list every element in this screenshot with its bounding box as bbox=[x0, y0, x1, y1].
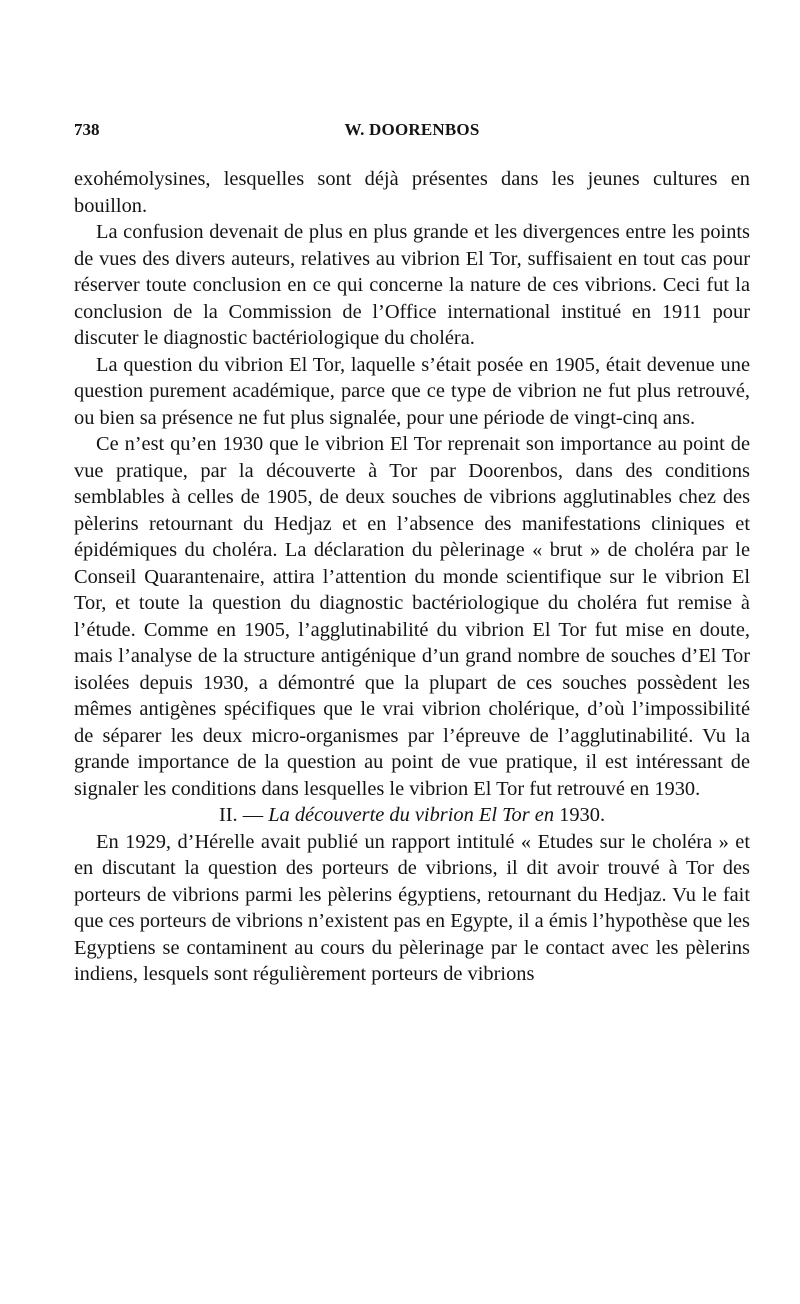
running-title: W. DOORENBOS bbox=[344, 120, 480, 139]
paragraph: Ce n’est qu’en 1930 que le vibrion El Tor reprenait son importance au point de vue pratique, par la découverte à Tor par Doorenbos, dans des conditions semblables à celles de 1905, de deux souches de vibrions agglutinables chez des pèlerins retournant du Hedjaz et en l’absence des manifestations cliniques et épidémiques du choléra. La déclaration du pèlerinage « brut » de choléra par le Conseil Quarantenaire, attira l’attention du monde scientifique sur le vibrion El Tor, et toute la question du diagnostic bactériologique du choléra fut remise à l’étude. Comme en 1905, l’agglutinabilité du vibrion El Tor fut mise en doute, mais l’analyse de la structure antigénique d’un grand nombre de souches d’El Tor isolées depuis 1930, a démontré que la plupart de ces souches possèdent les mêmes antigènes spécifiques que le vrai vibrion cholérique, d’où l’impossibilité de séparer les deux micro-organismes par l’épreuve de l’agglutinabilité. Vu la grande importance de la question au point de vue pratique, il est intéressant de signaler les conditions dans lesquelles le vibrion El Tor fut retrouvé en 1930. bbox=[74, 433, 750, 800]
page-number: 738 bbox=[74, 120, 100, 139]
section-year: 1930. bbox=[559, 804, 606, 826]
section-title: La découverte du vibrion El Tor en bbox=[268, 804, 555, 826]
section-heading bbox=[74, 802, 750, 829]
paragraph-continuation: exohémolysines, lesquelles sont déjà présentes dans les jeunes cultures en bouillon. bbox=[74, 168, 750, 217]
paragraph: La question du vibrion El Tor, laquelle s’était posée en 1905, était devenue une question purement académique, parce que ce type de vibrion ne fut plus retrouvé, ou bien sa présence ne fut plus signalée, pour une période de vingt-cinq ans. bbox=[74, 353, 750, 429]
section-number: II. — bbox=[218, 804, 264, 826]
body-text bbox=[74, 166, 750, 988]
running-header bbox=[74, 120, 750, 144]
paragraph: La confusion devenait de plus en plus grande et les divergences entre les points de vues des divers auteurs, relatives au vibrion El Tor, suffisaient en tout cas pour réserver toute conclusion en ce qui concerne la nature de ces vibrions. Ceci fut la conclusion de la Commission de l’Office international institué en 1911 pour discuter le diagnostic bactériologique du choléra. bbox=[74, 221, 750, 349]
paragraph: En 1929, d’Hérelle avait publié un rapport intitulé « Etudes sur le choléra » et en discutant la question des porteurs de vibrions, il dit avoir trouvé à Tor des porteurs de vibrions parmi les pèlerins égyptiens, retournant du Hedjaz. Vu le fait que ces porteurs de vibrions n’existent pas en Egypte, il a émis l’hypothèse que les Egyptiens se contaminent au cours du pèlerinage par le contact avec les pèlerins indiens, lesquels sont régulièrement porteurs de vibrions bbox=[74, 830, 750, 985]
